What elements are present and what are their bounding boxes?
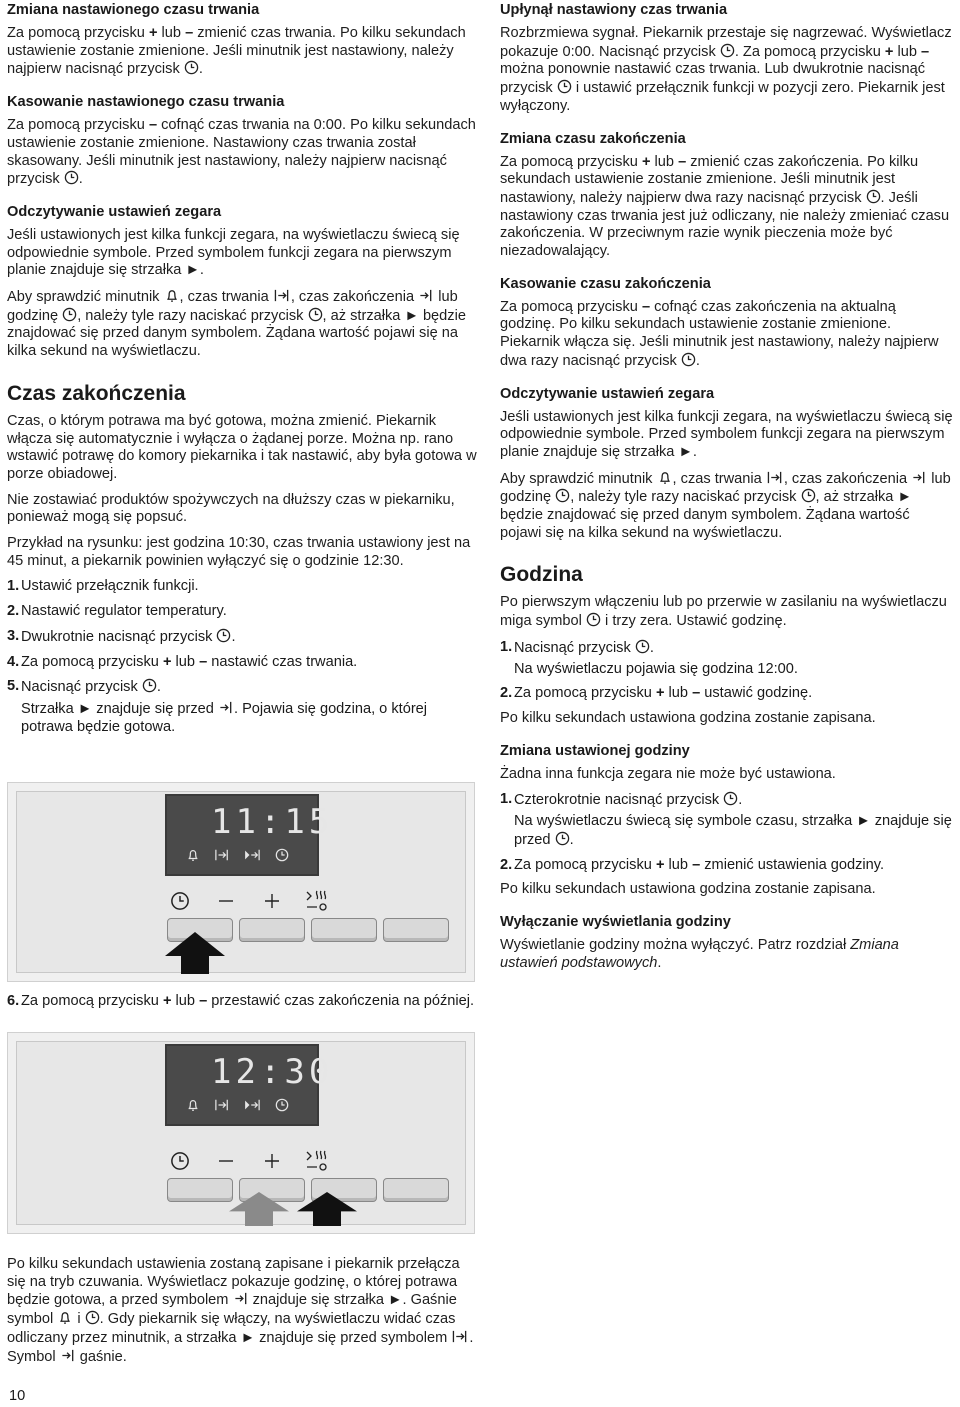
end-time-icon <box>218 700 234 715</box>
plus-icon: + <box>162 993 172 1009</box>
list-item: 3. Dwukrotnie nacisnąć przycisk . <box>7 627 236 645</box>
clock-icon <box>308 307 323 322</box>
paragraph: Po pierwszym włączeniu lub po przerwie w zasilaniu na wyświetlaczu miga symbol i trzy zera. Ustawić godzinę. <box>500 594 947 630</box>
duration-icon <box>273 288 291 303</box>
paragraph: Po kilku sekundach ustawiona godzina zostanie zapisana. <box>500 881 876 898</box>
clock-icon <box>85 1310 100 1325</box>
paragraph: Jeśli ustawionych jest kilka funkcji zegara, na wyświetlaczu świecą się odpowiednie symbole. Przed symbolem funkcji zegara na pierwszym planie znajduje się strzałka ►. <box>7 226 460 279</box>
clock-icon <box>167 888 193 914</box>
list-item: 1. Czterokrotnie nacisnąć przycisk . Na wyświetlaczu świecą się symbole czasu, strzałka ► znajduje się przed . <box>500 791 952 848</box>
paragraph: Jeśli ustawionych jest kilka funkcji zegara, na wyświetlaczu świecą się odpowiednie symbole. Przed symbolem funkcji zegara na pierwszym planie znajduje się strzałka ►. <box>500 408 953 460</box>
paragraph: Czas, o którym potrawa ma być gotowa, można zmienić. Piekarnik włącza się automatycznie i wyłącza o żądanej porze. Można np. rano wstawić potrawę do komory piekarnika i tak nastawić, aby była gotowa w porze obiadowej. <box>7 412 477 482</box>
clock-icon <box>635 639 650 654</box>
rapid-heat-icon <box>305 888 331 914</box>
paragraph: Za pomocą przycisku – cofnąć czas zakończenia na aktualną godzinę. Po kilku sekundach ustawienie zostanie zmienione. Piekarnik włącza się. Jeśli minutnik jest nastawiony, należy najpierw dwa razy nacisnąć przycisk . <box>500 298 939 369</box>
minus-icon: – <box>148 117 158 134</box>
paragraph: Po kilku sekundach ustawiona godzina zostanie zapisana. <box>500 709 876 726</box>
step-list <box>500 639 955 703</box>
rapid-heat-button[interactable] <box>383 918 449 942</box>
list-item: 1. Ustawić przełącznik funkcji. <box>7 578 199 595</box>
clock-icon <box>681 352 696 367</box>
plus-icon: + <box>162 653 172 670</box>
duration-icon <box>766 470 784 485</box>
end-time-icon <box>243 1098 263 1117</box>
section-title: Kasowanie nastawionego czasu trwania <box>7 94 285 111</box>
minus-icon: – <box>678 153 687 170</box>
clock-icon <box>216 628 231 643</box>
right-column <box>500 0 955 972</box>
paragraph: Aby sprawdzić minutnik , czas trwania , czas zakończenia lub godzinę , należy tyle razy naciskać przycisk , aż strzałka ► będzie znajdować się przed danym symbolem. Żądana wartość pojawi się na kilka sekund na wyświetlaczu. <box>7 289 466 360</box>
paragraph: Wyświetlanie godziny można wyłączyć. Patrz rozdział Zmiana ustawień podstawowych. <box>500 936 899 971</box>
section-title: Zmiana czasu zakończenia <box>500 130 686 147</box>
clock-icon <box>62 307 77 322</box>
step-list <box>500 791 955 874</box>
display-time: 11:15 <box>211 802 334 842</box>
oven-control-panel <box>7 1032 475 1234</box>
section-title: Zmiana nastawionego czasu trwania <box>7 2 260 18</box>
plus-icon: + <box>655 685 665 702</box>
clock-icon <box>801 488 816 503</box>
paragraph: Po kilku sekundach ustawienia zostaną zapisane i piekarnik przełącza się na tryb czuwania. Wyświetlacz pokazuje godzinę, o której potrawa będzie gotowa, a przed symbolem znajduje się strzałka ►. Gaśnie symbol i . Gdy piekarnik się włączy, na wyświetlaczu widać czas odliczany przez minutnik, a strzałka ► znajduje się przed symbolem . Symbol gaśnie. <box>7 1256 474 1365</box>
clock-icon <box>275 1098 289 1117</box>
section-title: Upłynął nastawiony czas trwania <box>500 2 728 18</box>
minus-button[interactable] <box>239 918 305 942</box>
bell-icon <box>57 1310 73 1325</box>
minus-icon: – <box>692 685 701 702</box>
rapid-heat-button[interactable] <box>383 1178 449 1202</box>
step-list <box>7 993 477 1018</box>
clock-icon <box>184 60 199 75</box>
paragraph: Żadna inna funkcja zegara nie może być ustawiona. <box>500 765 836 782</box>
plus-icon: + <box>641 153 651 170</box>
oven-control-panel <box>7 782 475 982</box>
clock-icon <box>555 488 570 503</box>
end-time-icon <box>60 1348 76 1363</box>
left-column <box>7 0 477 743</box>
end-time-icon <box>911 470 927 485</box>
display-time: 12:30 <box>211 1052 334 1092</box>
section-heading: Godzina <box>500 563 583 587</box>
clock-icon <box>64 170 79 185</box>
minus-icon: – <box>185 25 194 41</box>
end-time-icon <box>418 288 434 303</box>
clock-icon <box>586 612 601 627</box>
list-item: 1. Nacisnąć przycisk . Na wyświetlaczu pojawia się godzina 12:00. <box>500 638 798 677</box>
minus-icon: – <box>641 298 651 315</box>
clock-icon <box>142 678 157 693</box>
minus-icon <box>213 1148 239 1174</box>
plus-button[interactable] <box>311 918 377 942</box>
list-item: 2. Za pomocą przycisku + lub – zmienić ustawienia godziny. <box>500 856 885 873</box>
bell-icon <box>185 1098 201 1117</box>
clock-icon <box>167 1148 193 1174</box>
duration-icon <box>213 848 231 867</box>
minus-icon <box>213 888 239 914</box>
duration-icon <box>213 1098 231 1117</box>
section-title: Odczytywanie ustawień zegara <box>7 203 222 220</box>
press-arrow-plus <box>297 1192 357 1226</box>
bell-icon <box>185 848 201 867</box>
list-item: 2. Nastawić regulator temperatury. <box>7 603 227 620</box>
minus-icon: – <box>199 653 208 670</box>
section-title: Zmiana ustawionej godziny <box>500 742 690 759</box>
page-number: 10 <box>9 1388 26 1404</box>
end-time-icon <box>243 848 263 867</box>
clock-icon <box>555 831 570 846</box>
paragraph: Nie zostawiać produktów spożywczych na dłuższy czas w piekarniku, ponieważ mogą się popsuć. <box>7 491 455 526</box>
minus-icon: – <box>199 993 208 1009</box>
bell-icon <box>657 470 673 485</box>
press-arrow <box>165 932 225 974</box>
paragraph: Rozbrzmiewa sygnał. Piekarnik przestaje się nagrzewać. Wyświetlacz pokazuje 0:00. Nacisnąć przycisk . Za pomocą przycisku + lub – można ponownie nastawić czas trwania. Lub dwukrotnie nacisnąć przycisk i ustawić przełącznik funkcji w pozycji zero. Piekarnik jest wyłączony. <box>500 25 952 114</box>
oven-display <box>165 794 334 876</box>
press-arrow-minus <box>229 1192 289 1226</box>
list-item: 5. Nacisnąć przycisk . Strzałka ► znajduje się przed . Pojawia się godzina, o której potrawa będzie gotowa. <box>7 678 428 735</box>
clock-icon <box>275 848 289 867</box>
minus-icon: – <box>692 856 701 873</box>
paragraph: Aby sprawdzić minutnik , czas trwania , czas zakończenia lub godzinę , należy tyle razy naciskać przycisk , aż strzałka ► będzie znajdować się przed danym symbolem. Żądana wartość pojawi się na kilka sekund na wyświetlaczu. <box>500 470 951 541</box>
end-time-icon <box>233 1291 249 1306</box>
plus-icon <box>259 888 285 914</box>
clock-icon <box>720 43 735 58</box>
plus-icon: + <box>655 856 665 873</box>
plus-icon: + <box>148 25 158 41</box>
rapid-heat-icon <box>305 1148 331 1174</box>
list-item: 4. Za pomocą przycisku + lub – nastawić czas trwania. <box>7 653 358 670</box>
paragraph: Za pomocą przycisku – cofnąć czas trwania na 0:00. Po kilku sekundach ustawienie zostanie zmienione. Nastawiony czas trwania został skasowany. Jeśli minutnik jest nastawiony, należy najpierw nacisnąć przycisk . <box>7 117 476 188</box>
oven-display <box>165 1044 334 1126</box>
clock-button[interactable] <box>167 1178 233 1202</box>
chapter-reference: Zmiana ustawień podstawowych <box>500 936 899 971</box>
bell-icon <box>164 288 180 303</box>
duration-icon <box>451 1329 469 1344</box>
paragraph: Za pomocą przycisku + lub – zmienić czas trwania. Po kilku sekundach ustawienie zostanie zmienione. Jeśli minutnik jest nastawiony, należy najpierw nacisnąć przycisk . <box>7 25 466 78</box>
section-title: Kasowanie czasu zakończenia <box>500 275 711 292</box>
list-item: 2. Za pomocą przycisku + lub – ustawić godzinę. <box>500 685 813 702</box>
section-title: Wyłączanie wyświetlania godziny <box>500 913 731 930</box>
plus-icon: + <box>884 43 894 60</box>
minus-icon: – <box>921 43 930 60</box>
clock-icon <box>557 79 572 94</box>
paragraph: Przykład na rysunku: jest godzina 10:30, czas trwania ustawiony jest na 45 minut, a piekarnik powinien wyłączyć się o godzinie 12:30. <box>7 535 471 569</box>
clock-icon <box>866 189 881 204</box>
section-title: Odczytywanie ustawień zegara <box>500 385 715 402</box>
paragraph: Za pomocą przycisku + lub – zmienić czas zakończenia. Po kilku sekundach ustawienie zostanie zmienione. Jeśli minutnik jest nastawiony, należy najpierw dwa razy nacisnąć przycisk . Jeśli nastawiony czas trwania jest już odliczany, nie należy zmieniać czasu zakończenia. W przeciwnym razie wynik pieczenia może być niezadowalający. <box>500 153 950 260</box>
list-item: 6. Za pomocą przycisku + lub – przestawić czas zakończenia na później. <box>7 993 475 1009</box>
step-list <box>7 578 477 736</box>
clock-icon <box>723 791 738 806</box>
section-heading: Czas zakończenia <box>7 381 186 405</box>
plus-icon <box>259 1148 285 1174</box>
